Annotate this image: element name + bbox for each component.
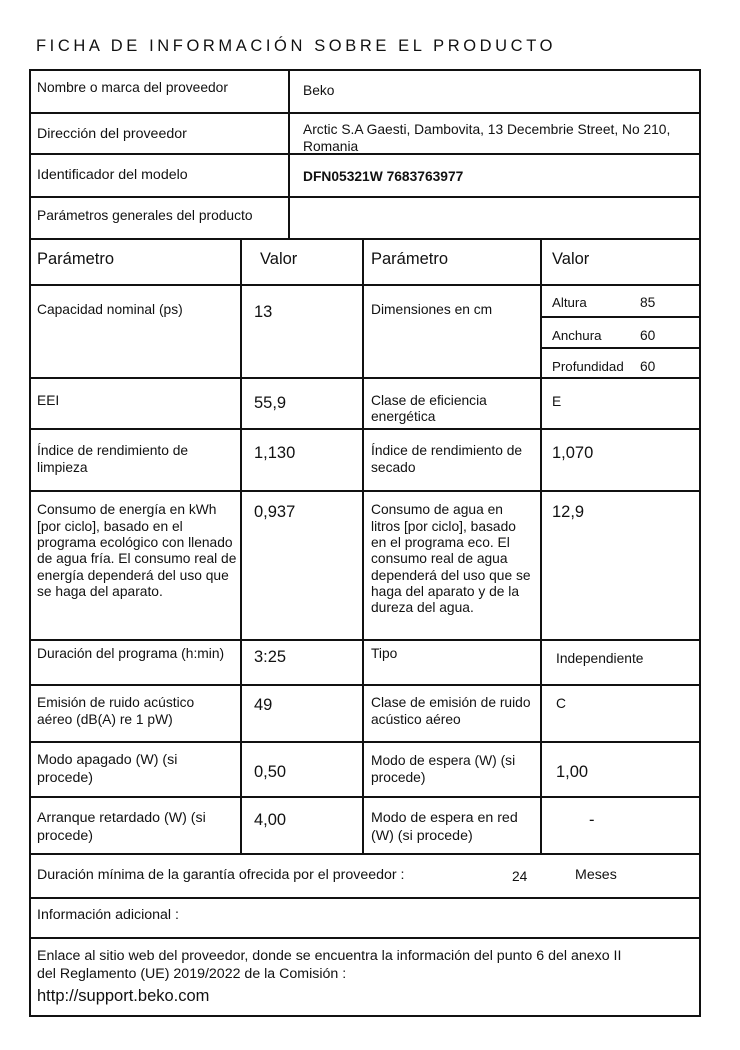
capacity-label: Capacidad nominal (ps)	[37, 302, 183, 317]
supplier-address-label: Dirección del proveedor	[37, 126, 187, 142]
column-divider	[240, 238, 242, 855]
off-mode-label-1: Modo apagado (W) (si	[37, 752, 178, 768]
row-divider	[29, 684, 701, 686]
warranty-value: 24	[512, 869, 528, 884]
header-parameter-right: Parámetro	[371, 250, 449, 268]
noise-value: 49	[254, 696, 273, 714]
energy-label-4: de agua fría. El consumo real de	[37, 551, 237, 566]
row-divider	[29, 153, 701, 155]
water-label-2: litros [por ciclo], basado	[371, 519, 516, 534]
drying-value: 1,070	[552, 444, 594, 462]
efficiency-label-2: energética	[371, 409, 436, 424]
drying-label-1: Índice de rendimiento de	[371, 443, 523, 458]
column-divider	[540, 238, 542, 855]
drying-label-2: secado	[371, 460, 416, 475]
row-divider	[29, 428, 701, 430]
row-divider	[542, 316, 701, 318]
noise-class-label-1: Clase de emisión de ruido	[371, 695, 531, 710]
supplier-name-value: Beko	[303, 83, 335, 98]
noise-class-value: C	[556, 696, 566, 711]
energy-label-6: se haga del aparato.	[37, 584, 163, 599]
water-label-7: dureza del agua.	[371, 600, 474, 615]
warranty-unit: Meses	[575, 867, 617, 883]
dimensions-label: Dimensiones en cm	[371, 302, 493, 317]
efficiency-value: E	[552, 394, 562, 409]
row-divider	[29, 897, 701, 899]
header-parameter-left: Parámetro	[37, 250, 115, 268]
eei-value: 55,9	[254, 394, 287, 412]
height-label: Altura	[552, 295, 587, 310]
row-divider	[29, 937, 701, 939]
capacity-value: 13	[254, 303, 273, 321]
noise-label-1: Emisión de ruido acústico	[37, 695, 195, 710]
row-divider	[29, 377, 701, 379]
efficiency-label-1: Clase de eficiencia	[371, 393, 487, 408]
supplier-website-text-line2: del Reglamento (UE) 2019/2022 de la Comisión :	[37, 966, 347, 982]
eei-label: EEI	[37, 393, 60, 408]
duration-label: Duración del programa (h:min)	[37, 646, 225, 661]
delay-start-label-1: Arranque retardado (W) (si	[37, 810, 206, 826]
noise-label-2: aéreo (dB(A) re 1 pW)	[37, 712, 173, 727]
cleaning-label-1: Índice de rendimiento de	[37, 443, 189, 458]
header-value-left: Valor	[260, 250, 298, 268]
column-divider	[288, 69, 290, 240]
depth-label: Profundidad	[552, 359, 624, 374]
delay-start-value: 4,00	[254, 811, 287, 829]
type-label: Tipo	[371, 646, 398, 661]
standby-label-2: procede)	[371, 770, 426, 785]
row-divider	[29, 284, 701, 286]
supplier-website-text-line1: Enlace al sitio web del proveedor, donde se encuentra la información del punto 6 del anexo II	[37, 948, 622, 964]
row-divider	[29, 741, 701, 743]
cleaning-value: 1,130	[254, 444, 296, 462]
depth-value: 60	[640, 359, 656, 374]
row-divider	[29, 490, 701, 492]
column-divider	[362, 238, 364, 855]
type-value: Independiente	[556, 651, 644, 666]
page-title: FICHA DE INFORMACIÓN SOBRE EL PRODUCTO	[36, 37, 557, 55]
supplier-name-label: Nombre o marca del proveedor	[37, 80, 228, 95]
energy-label-1: Consumo de energía en kWh	[37, 502, 217, 517]
water-label-1: Consumo de agua en	[371, 502, 503, 517]
model-value: DFN05321W 7683763977	[303, 169, 464, 184]
supplier-website-link[interactable]: http://support.beko.com	[37, 987, 210, 1005]
energy-label-5: energía dependerá del uso que	[37, 568, 229, 583]
energy-value: 0,937	[254, 503, 296, 521]
supplier-address-line2: Romania	[303, 139, 359, 154]
water-label-4: consumo real de agua	[371, 551, 508, 566]
row-divider	[29, 196, 701, 198]
row-divider	[29, 112, 701, 114]
noise-class-label-2: acústico aéreo	[371, 712, 461, 727]
network-standby-value: -	[589, 811, 595, 829]
header-value-right: Valor	[552, 250, 590, 268]
cleaning-label-2: limpieza	[37, 460, 88, 475]
off-mode-label-2: procede)	[37, 770, 93, 786]
water-label-3: en el programa eco. El	[371, 535, 510, 550]
height-value: 85	[640, 295, 656, 310]
network-standby-label-2: (W) (si procede)	[371, 828, 473, 844]
network-standby-label-1: Modo de espera en red	[371, 810, 518, 826]
row-divider	[29, 853, 701, 855]
duration-value: 3:25	[254, 648, 287, 666]
supplier-address-line1: Arctic S.A Gaesti, Dambovita, 13 Decembrie Street, No 210,	[303, 122, 671, 137]
row-divider	[29, 796, 701, 798]
water-label-6: haga del aparato y de la	[371, 584, 520, 599]
water-value: 12,9	[552, 503, 585, 521]
row-divider	[29, 639, 701, 641]
additional-info-label: Información adicional :	[37, 907, 179, 923]
width-value: 60	[640, 328, 656, 343]
delay-start-label-2: procede)	[37, 828, 93, 844]
row-divider	[542, 347, 701, 349]
row-divider	[29, 238, 701, 240]
standby-label-1: Modo de espera (W) (si	[371, 753, 516, 768]
water-label-5: dependerá del uso que se	[371, 568, 531, 583]
model-label: Identificador del modelo	[37, 167, 188, 183]
energy-label-2: [por ciclo], basado en el	[37, 519, 183, 534]
off-mode-value: 0,50	[254, 763, 287, 781]
general-parameters-label: Parámetros generales del producto	[37, 208, 253, 223]
warranty-label: Duración mínima de la garantía ofrecida por el proveedor :	[37, 867, 405, 883]
energy-label-3: programa ecológico con llenado	[37, 535, 233, 550]
width-label: Anchura	[552, 328, 602, 343]
standby-value: 1,00	[556, 763, 589, 781]
